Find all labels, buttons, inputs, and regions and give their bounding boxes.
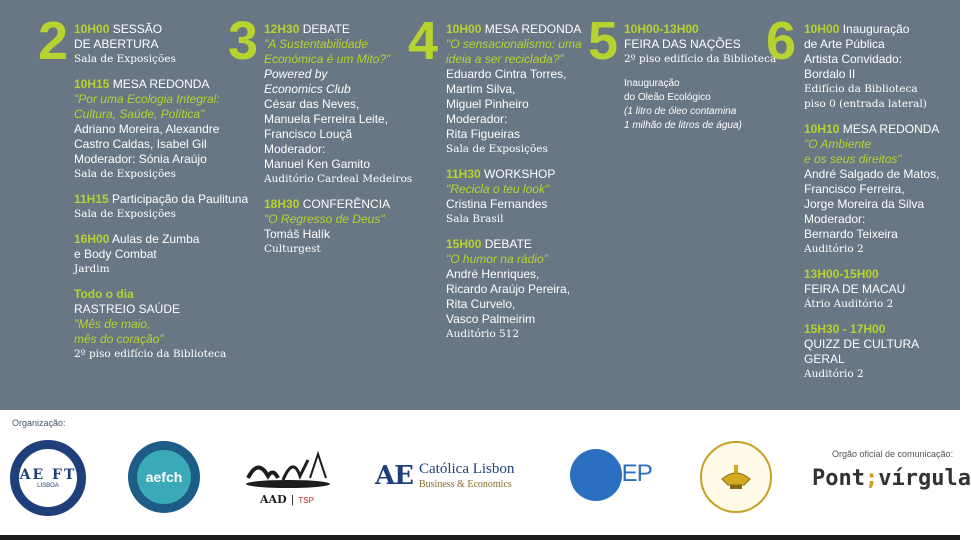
event-heading	[804, 267, 939, 282]
event-heading	[804, 122, 939, 137]
event-location: Edifício da Biblioteca	[804, 83, 918, 95]
event	[804, 122, 939, 257]
event-speaker: Martim Silva,	[446, 82, 516, 96]
event-speaker: César das Neves,	[264, 97, 360, 111]
event-heading	[264, 197, 412, 212]
event-heading	[446, 22, 582, 37]
event-location: Auditório 2	[804, 243, 864, 255]
event-speaker: Francisco Ferreira,	[804, 182, 905, 196]
pontvirgula-logo	[812, 466, 971, 491]
event-quote: ideia a ser reciclada?"	[446, 52, 564, 66]
pontvirgula-sep: ;	[864, 466, 879, 491]
event-time: 11H15	[74, 192, 109, 206]
events-list	[624, 22, 776, 143]
events-list	[74, 22, 248, 372]
aeft-logo	[10, 440, 86, 516]
event-location: Sala de Exposições	[74, 208, 176, 220]
event-quote: Económica é um Mito?"	[264, 52, 391, 66]
day-number: 5	[588, 11, 617, 71]
event	[446, 237, 582, 342]
event	[74, 192, 248, 222]
event-title: Aulas de Zumba	[112, 232, 200, 246]
event-speaker: Moderador: Sónia Araújo	[74, 152, 207, 166]
event-title-line: GERAL	[804, 352, 845, 366]
event-title-line: DE ABERTURA	[74, 37, 159, 51]
event-title: MESA REDONDA	[842, 122, 940, 136]
event-title: WORKSHOP	[484, 167, 556, 181]
lamp-icon	[716, 457, 756, 497]
event-note: Economics Club	[264, 82, 351, 96]
event	[624, 77, 776, 133]
day-number: 2	[38, 11, 67, 71]
event-speaker: Jorge Moreira da Silva	[804, 197, 925, 211]
event-speaker: Castro Caldas, Isabel Gil	[74, 137, 207, 151]
event	[804, 22, 939, 112]
event-heading	[804, 22, 939, 37]
nursing-school-seal	[700, 441, 772, 513]
event-location: Sala de Exposições	[74, 168, 176, 180]
day-number: 4	[408, 11, 437, 71]
organization-label: Organização:	[12, 418, 66, 428]
aad-logo: AAD | TSP	[238, 448, 338, 508]
events-list	[446, 22, 582, 352]
event-location: Sala de Exposições	[74, 53, 176, 65]
event-heading	[624, 22, 776, 37]
event-quote: "A Sustentabilidade	[264, 37, 368, 51]
event-speaker: André Salgado de Matos,	[804, 167, 940, 181]
event-time: 10H10	[804, 122, 840, 136]
event-time: 10H00	[804, 22, 840, 36]
event	[264, 22, 412, 187]
event-heading	[74, 22, 248, 37]
event-title: DEBATE	[484, 237, 532, 251]
event-time: 18H30	[264, 197, 300, 211]
events-list	[264, 22, 412, 267]
event-heading	[446, 237, 582, 252]
event-location: Sala de Exposições	[446, 143, 548, 155]
event	[446, 22, 582, 157]
event-title-line: de Arte Pública	[804, 37, 885, 51]
day-number: 6	[766, 11, 795, 71]
event-speaker: Manuela Ferreira Leite,	[264, 112, 389, 126]
event-note: Inauguração	[624, 78, 680, 89]
event	[804, 322, 939, 382]
event-time: 13H00-15H00	[804, 267, 879, 281]
event	[74, 77, 248, 182]
event-note: Powered by	[264, 67, 328, 81]
event-title-line: e Body Combat	[74, 247, 157, 261]
event-location: 2º piso edifício da Biblioteca	[74, 348, 227, 360]
event-quote: "O Ambiente	[804, 137, 872, 151]
dancers-icon	[238, 448, 338, 490]
event-quote: Cultura, Saúde, Política"	[74, 107, 205, 121]
aeft-bottom-text: LISBOA	[37, 483, 59, 489]
bottom-strip	[0, 535, 960, 540]
event-title: MESA REDONDA	[484, 22, 582, 36]
event-quote: "O humor na rádio"	[446, 252, 548, 266]
event	[74, 287, 248, 362]
event-title: CONFERÊNCIA	[302, 197, 391, 211]
event-speaker: Vasco Palmeirim	[446, 312, 536, 326]
event-title: MESA REDONDA	[112, 77, 210, 91]
day-number: 3	[228, 11, 257, 71]
event-quote: mês do coração"	[74, 332, 164, 346]
event-location: Sala Brasil	[446, 213, 504, 225]
event-speaker: Rita Figueiras	[446, 127, 521, 141]
event-title-line: RASTREIO SAÚDE	[74, 302, 181, 316]
aaiep-logo	[570, 449, 666, 501]
aad-sub: TSP	[298, 496, 314, 505]
event-title-line: FEIRA DE MACAU	[804, 282, 906, 296]
event-speaker: Cristina Fernandes	[446, 197, 548, 211]
event-quote: "O sensacionalismo: uma	[446, 37, 582, 51]
event-speaker: Moderador:	[264, 142, 326, 156]
event-title-line: QUIZZ DE CULTURA	[804, 337, 920, 351]
event-note: 1 milhão de litros de água)	[624, 120, 742, 131]
event-speaker: Ricardo Araújo Pereira,	[446, 282, 571, 296]
event-speaker: Tomáš Halík	[264, 227, 331, 241]
event-speaker: Adriano Moreira, Alexandre	[74, 122, 220, 136]
event-heading	[446, 167, 582, 182]
event	[804, 267, 939, 312]
event-time: 15H30 - 17H00	[804, 322, 886, 336]
event-quote: "Recicla o teu look"	[446, 182, 550, 196]
event-speaker: Miguel Pinheiro	[446, 97, 529, 111]
event-speaker: Francisco Louçã	[264, 127, 353, 141]
event-speaker: Moderador:	[804, 212, 866, 226]
event-heading	[804, 322, 939, 337]
event-location: Culturgest	[264, 243, 321, 255]
event-heading	[74, 77, 248, 92]
event-quote: "Mês de maio,	[74, 317, 151, 331]
event-speaker: Rita Curvelo,	[446, 297, 516, 311]
event-time: 12H30	[264, 22, 300, 36]
event-heading	[74, 287, 248, 302]
event-quote: "Por uma Ecologia Integral:	[74, 92, 220, 106]
event-speaker: André Henriques,	[446, 267, 540, 281]
communication-label: Orgão oficial de comunicação:	[832, 449, 954, 459]
event-speaker: Eduardo Cintra Torres,	[446, 67, 567, 81]
event	[624, 22, 776, 67]
event-speaker: Moderador:	[446, 112, 508, 126]
aaiep-text: AAIEP	[586, 460, 652, 487]
event-time: Todo o dia	[74, 287, 134, 301]
event-heading	[74, 192, 248, 207]
event-speaker: Manuel Ken Gamito	[264, 157, 371, 171]
event-title: Participação da Paulituna	[112, 192, 249, 206]
pontvirgula-a: Pont	[812, 466, 865, 491]
event-time: 10H00	[74, 22, 110, 36]
event	[74, 232, 248, 277]
aefch-text: aefch	[145, 469, 183, 485]
event-location: 2º piso edifício da Biblioteca	[624, 53, 777, 65]
event-location: Auditório 512	[446, 328, 520, 340]
event-speaker: Bernardo Teixeira	[804, 227, 898, 241]
event-title-line: FEIRA DAS NAÇÕES	[624, 37, 741, 51]
event-location: Auditório 2	[804, 368, 864, 380]
ae-mark: AE	[375, 461, 413, 491]
event	[264, 197, 412, 257]
events-list	[804, 22, 939, 392]
event-time: 10H00-13H00	[624, 22, 699, 36]
event-note: do Oleão Ecológico	[624, 92, 711, 103]
event-title: SESSÃO	[112, 22, 163, 36]
event-quote: "O Regresso de Deus"	[264, 212, 385, 226]
catolica-sub: Business & Economics	[419, 479, 512, 490]
event-note: (1 litro de óleo contamina	[624, 106, 737, 117]
event-time: 10H15	[74, 77, 110, 91]
event-time: 15H00	[446, 237, 482, 251]
event-heading	[264, 22, 412, 37]
pontvirgula-b: vírgula	[878, 466, 971, 491]
aad-text: AAD	[260, 493, 287, 506]
event	[74, 22, 248, 67]
event-heading	[74, 232, 248, 247]
event-title-line: Bordalo II	[804, 67, 856, 81]
event-time: 11H30	[446, 167, 481, 181]
event-location: Auditório Cardeal Medeiros	[264, 173, 413, 185]
aefch-logo	[128, 441, 200, 513]
event-location: Átrio Auditório 2	[804, 298, 894, 310]
event	[446, 167, 582, 227]
event-location: piso 0 (entrada lateral)	[804, 98, 927, 110]
event-title-line: Artista Convidado:	[804, 52, 903, 66]
event-time: 16H00	[74, 232, 110, 246]
catolica-name: Católica Lisbon	[419, 461, 515, 477]
aeft-letters: AE FT	[19, 467, 77, 483]
event-title: Inauguração	[842, 22, 910, 36]
event-time: 10H00	[446, 22, 482, 36]
event-title: DEBATE	[302, 22, 350, 36]
catolica-logo	[375, 461, 535, 495]
event-quote: e os seus direitos"	[804, 152, 902, 166]
event-location: Jardim	[74, 263, 110, 275]
